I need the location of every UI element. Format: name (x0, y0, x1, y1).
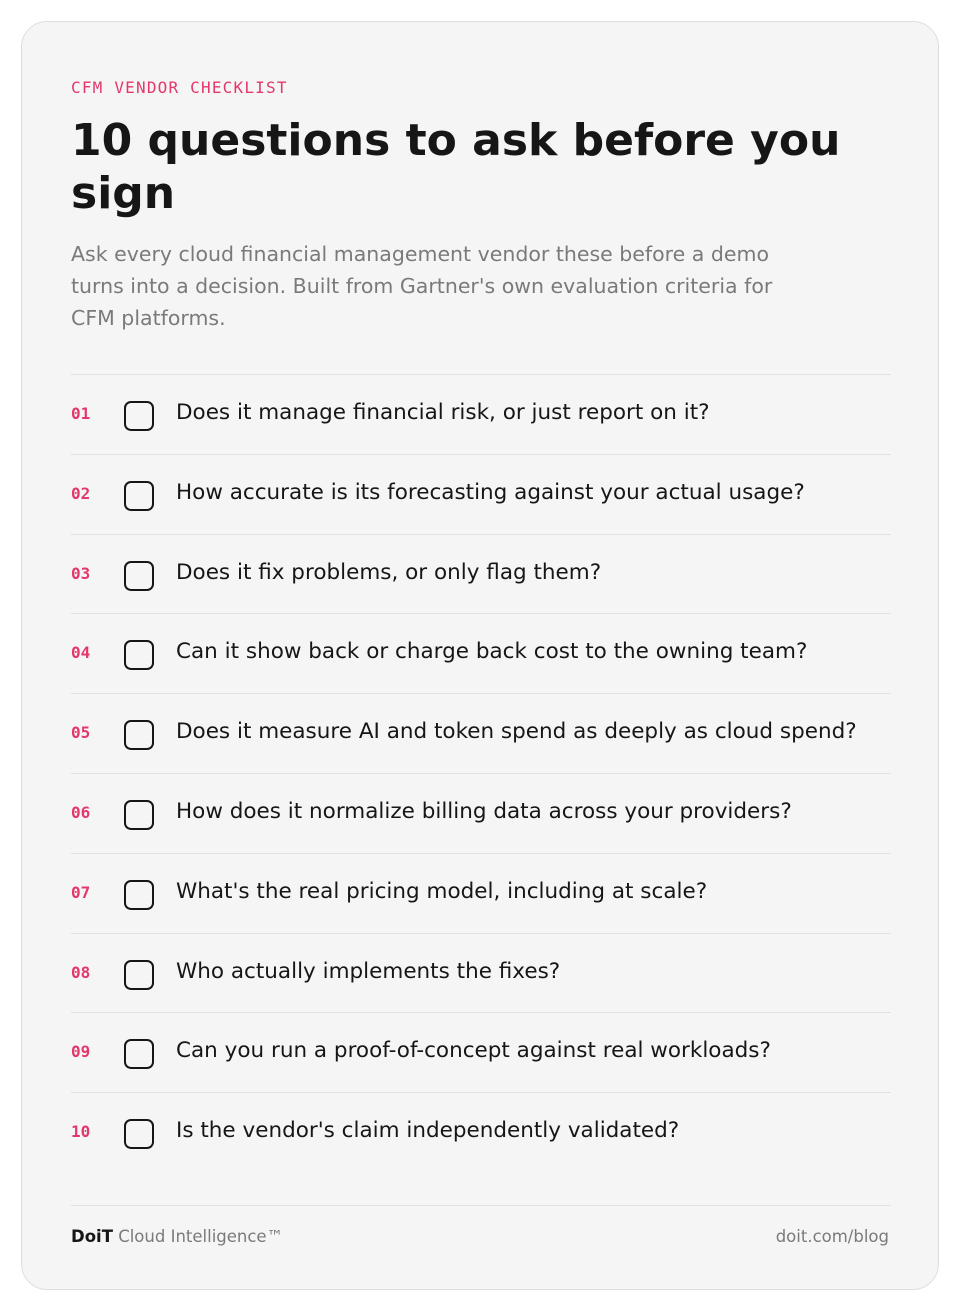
question-row (71, 854, 891, 934)
brand-label (71, 1227, 283, 1246)
footer-divider (71, 1205, 891, 1206)
question-row (71, 535, 891, 615)
question-number: 07 (71, 882, 91, 902)
question-row (71, 694, 891, 774)
checkbox[interactable] (124, 800, 154, 830)
question-row (71, 934, 891, 1014)
question-number: 01 (71, 404, 91, 423)
question-text: How accurate is its forecasting against your actual usage? (176, 479, 805, 505)
question-text: Is the vendor's claim independently validated? (176, 1118, 680, 1144)
checkbox[interactable] (124, 401, 154, 431)
checkbox[interactable] (124, 1039, 154, 1069)
checkbox[interactable] (124, 640, 154, 670)
eyebrow-label: CFM VENDOR CHECKLIST (71, 78, 288, 97)
checkbox[interactable] (124, 720, 154, 750)
checkbox[interactable] (124, 880, 154, 910)
question-row (71, 774, 891, 854)
intro-text: Ask every cloud financial management vendor these before a demo turns into a decision. Built from Gartner's own evaluation criteria for CFM platforms. (71, 242, 773, 330)
checkbox[interactable] (124, 960, 154, 990)
checkbox[interactable] (124, 561, 154, 591)
question-text: Who actually implements the fixes? (176, 958, 561, 984)
checkbox[interactable] (124, 1119, 154, 1149)
page-title: 10 questions to ask before you sign (71, 115, 841, 219)
question-number: 06 (71, 802, 91, 822)
question-text: Does it measure AI and token spend as deeply as cloud spend? (176, 719, 857, 745)
question-number: 02 (71, 483, 91, 503)
question-row (71, 1093, 891, 1173)
question-row (71, 1013, 891, 1093)
checklist-card (21, 21, 939, 1290)
question-row (71, 375, 891, 455)
question-text: Does it manage financial risk, or just report on it? (176, 400, 710, 425)
question-text: Does it fix problems, or only flag them? (176, 559, 602, 585)
checkbox[interactable] (124, 481, 154, 511)
question-number: 03 (71, 563, 91, 583)
site-link[interactable]: doit.com/blog (775, 1227, 889, 1246)
question-text: What's the real pricing model, including at scale? (176, 878, 708, 904)
question-number: 08 (71, 962, 91, 982)
question-text: Can it show back or charge back cost to the owning team? (176, 639, 808, 665)
question-list (71, 374, 891, 1173)
question-text: How does it normalize billing data across your providers? (176, 798, 792, 824)
question-number: 10 (71, 1122, 91, 1142)
brand-suffix: Cloud Intelligence™ (118, 1227, 284, 1246)
brand-name: DoiT (71, 1227, 113, 1246)
question-number: 09 (71, 1042, 91, 1062)
question-number: 04 (71, 643, 91, 663)
question-row (71, 455, 891, 535)
question-text: Can you run a proof-of-concept against real workloads? (176, 1038, 771, 1064)
question-row (71, 614, 891, 694)
question-number: 05 (71, 723, 91, 743)
